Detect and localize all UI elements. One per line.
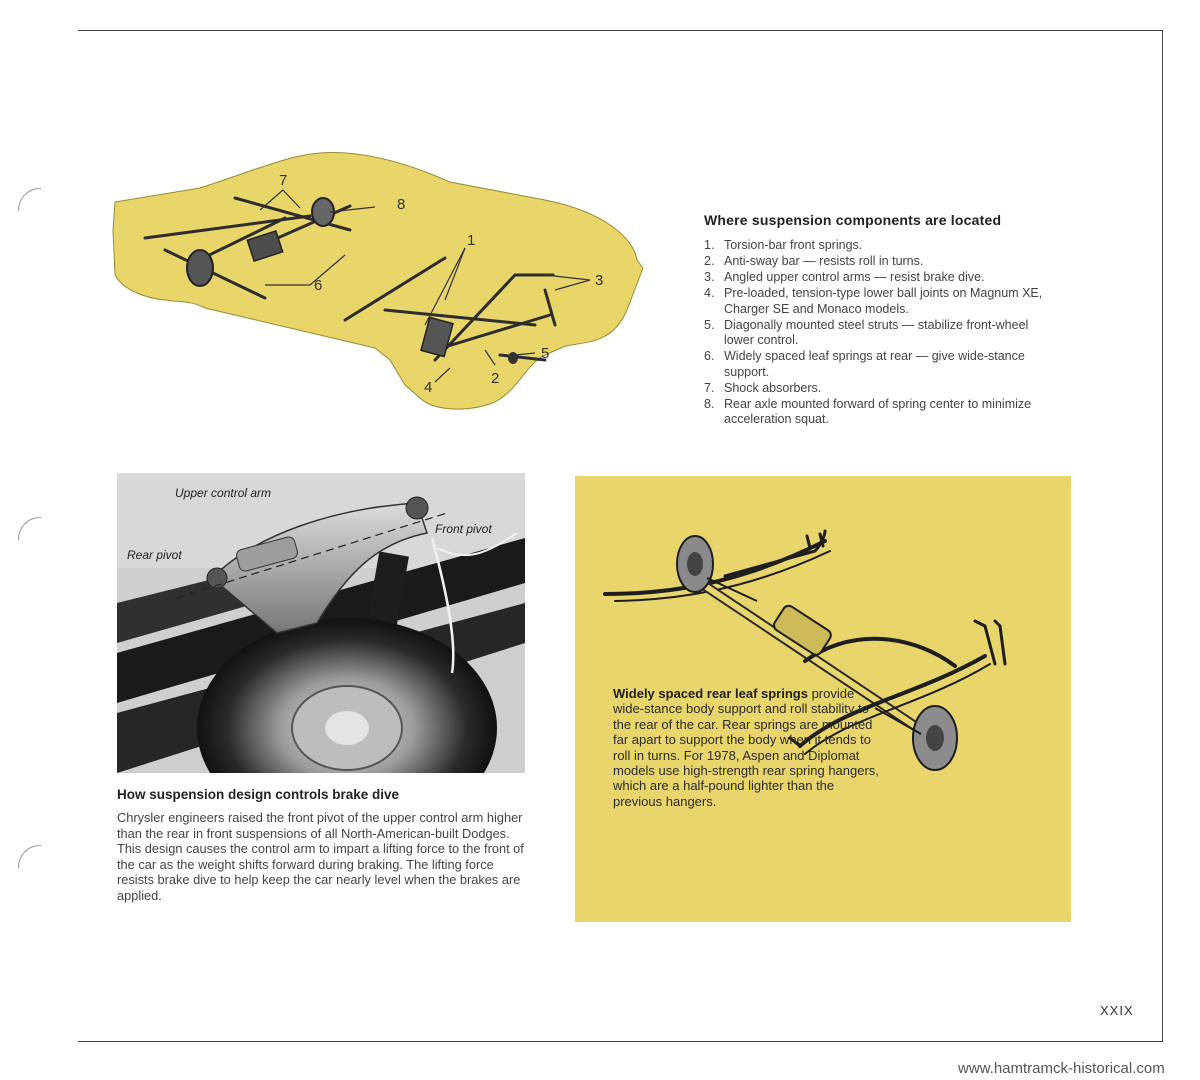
car-silhouette xyxy=(105,150,655,420)
rear-springs-panel xyxy=(575,476,1071,922)
list-item xyxy=(704,238,1044,254)
callout-6: 6 xyxy=(314,277,323,294)
components-title: Where suspension components are located xyxy=(704,212,1002,228)
photo-image xyxy=(117,473,525,773)
item-text: Pre-loaded, tension-type lower ball joints on Magnum XE, Charger SE and Monaco models. xyxy=(724,286,1043,316)
callout-3: 3 xyxy=(595,272,604,289)
label-upper-control-arm: Upper control arm xyxy=(175,486,272,500)
brake-dive-section xyxy=(117,787,527,904)
list-item xyxy=(704,318,1044,349)
binder-hole-mark xyxy=(18,845,41,868)
item-number: 6. xyxy=(704,349,715,363)
item-number: 4. xyxy=(704,286,715,300)
watermark: www.hamtramck-historical.com xyxy=(958,1060,1165,1077)
callout-1: 1 xyxy=(467,232,476,249)
item-text: Widely spaced leaf springs at rear — give wide-stance support. xyxy=(724,349,1025,379)
label-front-pivot: Front pivot xyxy=(435,522,492,536)
brake-dive-body: Chrysler engineers raised the front pivot of the upper control arm higher than the rear in front suspensions of all North-American-built Dodges. This design causes the control arm to impart a lifting force to the front of the car as the weight shifts forward during braking. The lifting force resists brake dive to help keep the car nearly level when the brakes are applied. xyxy=(117,810,524,903)
brake-dive-title: How suspension design controls brake dive xyxy=(117,787,400,802)
label-rear-pivot: Rear pivot xyxy=(127,548,182,562)
list-item xyxy=(704,381,1044,397)
suspension-diagram xyxy=(105,150,655,420)
item-text: Shock absorbers. xyxy=(724,380,822,395)
binder-hole-mark xyxy=(18,188,41,211)
list-item xyxy=(704,286,1044,317)
callout-7: 7 xyxy=(279,172,288,189)
item-number: 2. xyxy=(704,254,715,268)
callout-2: 2 xyxy=(491,370,500,387)
callout-5: 5 xyxy=(541,345,550,362)
binder-hole-mark xyxy=(18,517,41,540)
item-text: Diagonally mounted steel struts — stabilize front-wheel lower control. xyxy=(724,317,1029,347)
rear-springs-text xyxy=(613,686,883,809)
item-text: Angled upper control arms — resist brake dive. xyxy=(724,270,985,284)
item-number: 5. xyxy=(704,317,715,332)
list-item xyxy=(704,349,1044,380)
item-number: 8. xyxy=(704,396,715,411)
item-text: Anti-sway bar — resists roll in turns. xyxy=(724,254,924,268)
list-item xyxy=(704,397,1044,428)
item-number: 1. xyxy=(704,238,715,252)
rear-springs-body: provide wide-stance body support and roll stability to the rear of the car. Rear springs are mounted far apart to support the body when it tends to roll in turns. For 1978, Aspen and Diplomat models use high-strength rear spring hangers, which are a half-pound lighter than the previous hangers. xyxy=(613,686,879,809)
item-number: 3. xyxy=(704,270,715,284)
list-item xyxy=(704,254,1044,270)
callout-4: 4 xyxy=(424,379,433,396)
item-text: Torsion-bar front springs. xyxy=(724,238,863,252)
components-list xyxy=(704,238,1044,428)
control-arm-photo xyxy=(117,473,525,773)
components-section xyxy=(704,212,1044,428)
item-number: 7. xyxy=(704,380,715,395)
rear-springs-heading: Widely spaced rear leaf springs xyxy=(613,686,808,701)
callout-8: 8 xyxy=(397,196,406,213)
page-number: XXIX xyxy=(1100,1003,1134,1018)
item-text: Rear axle mounted forward of spring center to minimize acceleration squat. xyxy=(724,396,1032,426)
list-item xyxy=(704,270,1044,286)
